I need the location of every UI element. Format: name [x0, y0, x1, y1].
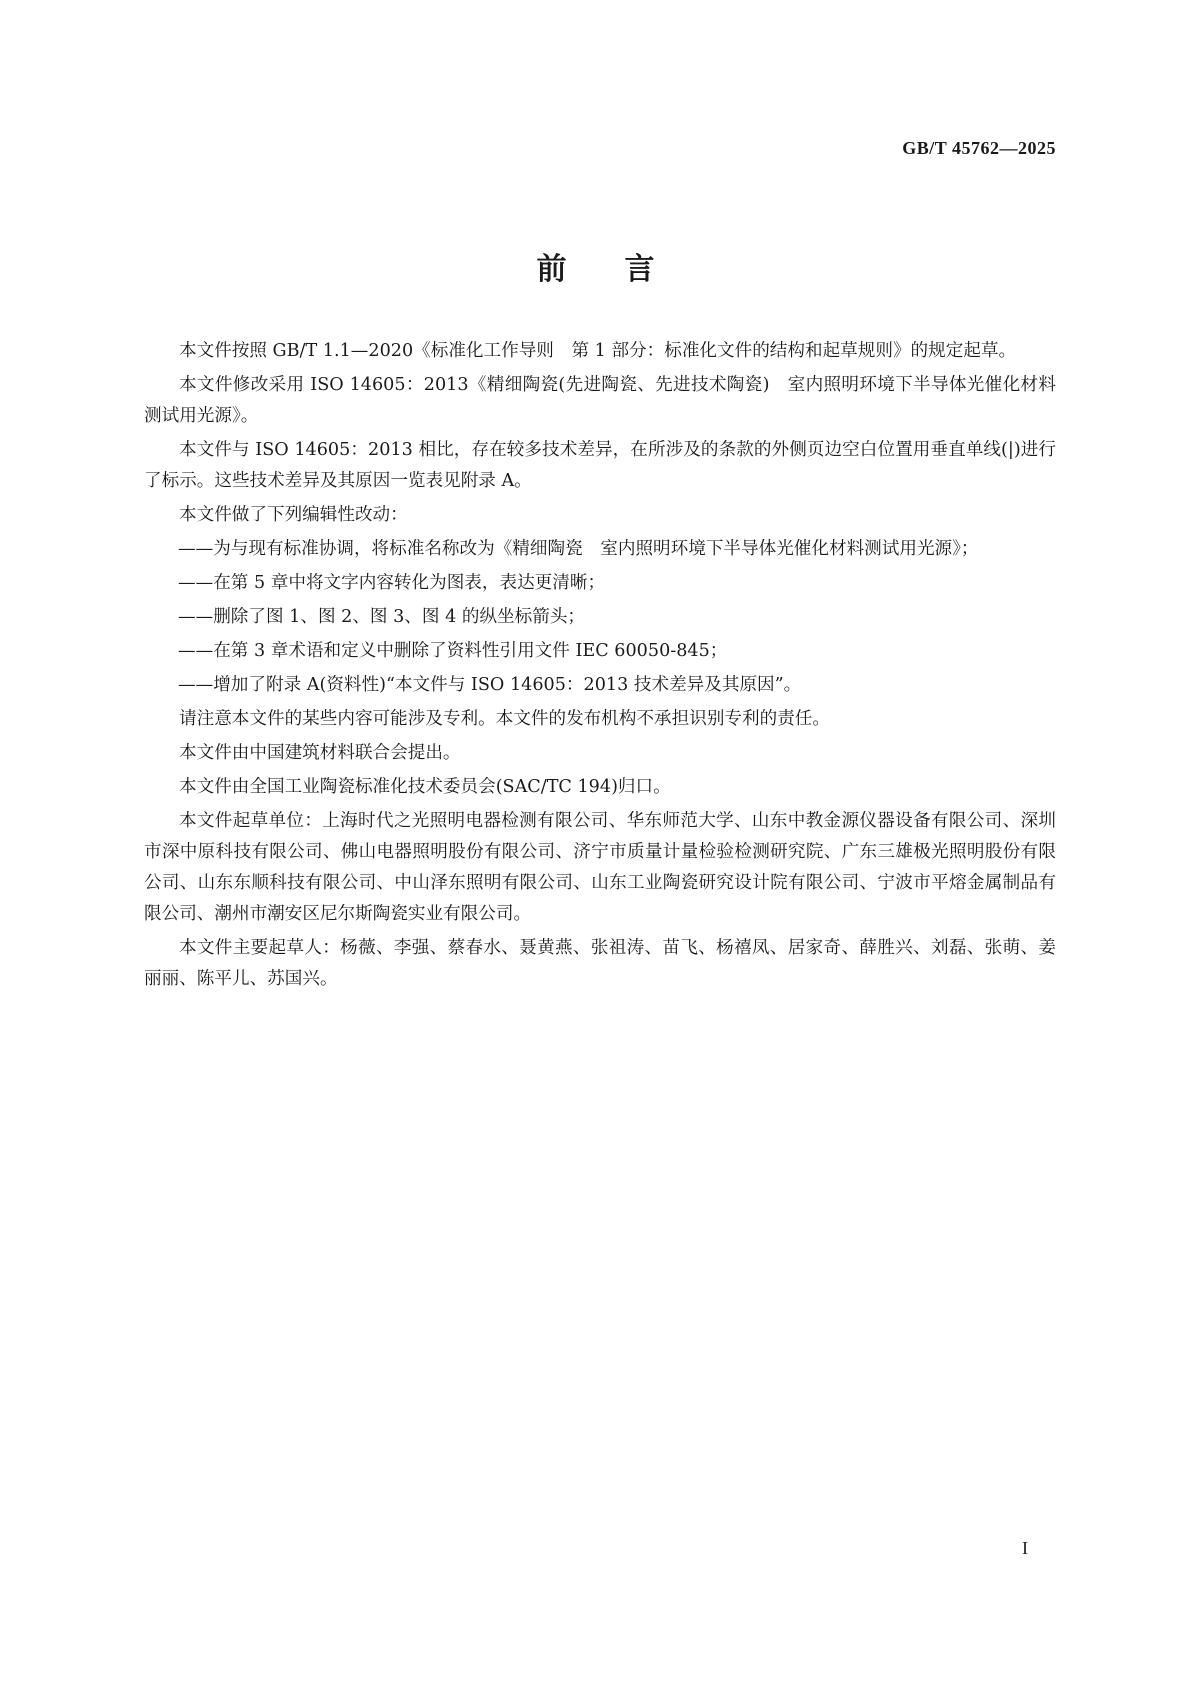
page-title: 前言: [536, 252, 713, 287]
paragraph-drafting-rules: 本文件按照 GB/T 1.1—2020《标准化工作导则 第 1 部分：标准化文件的结构和起草规则》的规定起草。: [179, 341, 1017, 361]
paragraph-proposer: 本文件由中国建筑材料联合会提出。: [179, 743, 461, 763]
paragraph-editorial-intro: 本文件做了下列编辑性改动：: [179, 505, 408, 525]
editorial-change-item: ——为与现有标准协调，将标准名称改为《精细陶瓷 室内照明环境下半导体光催化材料测试用光源》；: [178, 539, 979, 559]
paragraph-technical-differences: 本文件与 ISO 14605：2013 相比，存在较多技术差异，在所涉及的条款的外侧页边空白位置用垂直单线(|)进行了标示。这些技术差异及其原因一览表见附录 A。: [144, 440, 1056, 491]
foreword-body: [144, 336, 1056, 998]
editorial-change-item: ——在第 3 章术语和定义中删除了资料性引用文件 IEC 60050-845；: [178, 641, 728, 661]
paragraph-committee: 本文件由全国工业陶瓷标准化技术委员会(SAC/TC 194)归口。: [179, 777, 671, 797]
standard-code: GB/T 45762—2025: [902, 138, 1056, 158]
page-number: I: [1022, 1538, 1028, 1558]
paragraph-drafting-units: 本文件起草单位：上海时代之光照明电器检测有限公司、华东师范大学、山东中教金源仪器设备有限公司、深圳市深中原科技有限公司、佛山电器照明股份有限公司、济宁市质量计量检验检测研究院、广东三雄极光照明股份有限公司、山东东顺科技有限公司、中山泽东照明有限公司、山东工业陶瓷研究设计院有限公司、宁波市平熔金属制品有限公司、潮州市潮安区尼尔斯陶瓷实业有限公司。: [144, 811, 1056, 924]
editorial-change-item: ——在第 5 章中将文字内容转化为图表，表达更清晰；: [178, 573, 606, 593]
paragraph-drafters: 本文件主要起草人：杨薇、李强、蔡春水、聂黄燕、张祖涛、苗飞、杨禧凤、居家奇、薛胜兴、刘磊、张萌、姜丽丽、陈平儿、苏国兴。: [144, 938, 1056, 989]
editorial-change-item: ——删除了图 1、图 2、图 3、图 4 的纵坐标箭头；: [178, 607, 586, 627]
editorial-change-item: ——增加了附录 A(资料性)“本文件与 ISO 14605：2013 技术差异及其原因”。: [178, 675, 802, 695]
paragraph-patent-notice: 请注意本文件的某些内容可能涉及专利。本文件的发布机构不承担识别专利的责任。: [179, 709, 830, 729]
paragraph-adoption: 本文件修改采用 ISO 14605：2013《精细陶瓷(先进陶瓷、先进技术陶瓷) 室内照明环境下半导体光催化材料测试用光源》。: [144, 375, 1056, 426]
